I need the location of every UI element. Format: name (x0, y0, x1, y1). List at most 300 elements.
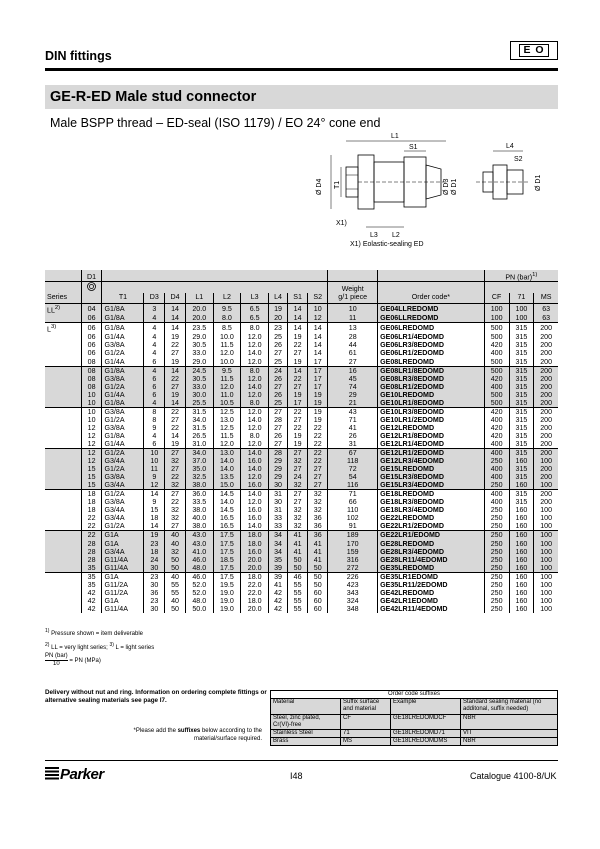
order-code-cell: GE08LR1/8EDOMD (378, 366, 485, 375)
table-cell: 315 (509, 341, 534, 349)
dim-l1: L1 (391, 133, 399, 140)
table-cell: 4 (144, 322, 165, 333)
table-cell: 14 (165, 432, 186, 440)
table-cell: 272 (328, 564, 378, 573)
table-cell: 160 (509, 556, 534, 564)
series-cell (45, 597, 81, 605)
order-code-cell: GE12LR1/8EDOMD (378, 432, 485, 440)
table-cell: 10.0 (213, 333, 241, 341)
table-cell: 27 (288, 383, 308, 391)
table-cell: 250 (484, 540, 509, 548)
table-cell: 250 (484, 548, 509, 556)
table-row (45, 457, 558, 465)
table-cell: G11/4A (102, 564, 144, 573)
table-row (45, 514, 558, 522)
header-l3: L3 (241, 293, 269, 303)
table-cell: 12.0 (241, 341, 269, 349)
series-cell (45, 540, 81, 548)
footnote-pressure-conversion: $\frac{\text{PN (bar)}}{10}$ = PN (MPa) (45, 653, 101, 667)
table-cell: 250 (484, 564, 509, 573)
table-cell: 189 (328, 531, 378, 540)
table-row (45, 506, 558, 514)
table-cell: 315 (509, 399, 534, 408)
order-code-cell: GE06LR1/4EDOMD (378, 333, 485, 341)
table-cell: 6 (144, 391, 165, 399)
table-cell: 38.0 (185, 522, 213, 531)
series-cell (45, 490, 81, 499)
table-cell: 27 (288, 416, 308, 424)
table-cell: 315 (509, 322, 534, 333)
table-cell: 29 (328, 391, 378, 399)
table-cell: 30 (144, 581, 165, 589)
table-cell: 250 (484, 457, 509, 465)
table-cell: 37.0 (185, 457, 213, 465)
table-cell: 36 (308, 514, 328, 522)
table-cell: 48.0 (185, 564, 213, 573)
table-cell: 22 (308, 440, 328, 449)
footnote-2: $^{2)}$ LL = very light series; $^{3)}$ L = light series (45, 641, 155, 651)
footnote-1: $^{1)}$ Pressure shown = item deliverable (45, 628, 143, 637)
table-cell: 50 (165, 556, 186, 564)
table-cell: 12 (81, 449, 102, 458)
table-cell: 41 (308, 548, 328, 556)
table-cell: 06 (81, 333, 102, 341)
table-cell: 23 (144, 597, 165, 605)
table-cell: 35.0 (185, 465, 213, 473)
table-cell: 29 (269, 473, 288, 481)
table-cell: 29.0 (185, 358, 213, 367)
order-code-cell: GE28LR3/4EDOMD (378, 548, 485, 556)
table-cell: 25.5 (185, 399, 213, 408)
table-cell: 22 (288, 424, 308, 432)
table-cell: 16.0 (241, 481, 269, 490)
table-cell: 4 (144, 341, 165, 349)
table-cell: G1/2A (102, 383, 144, 391)
table-cell: 27 (288, 465, 308, 473)
table-cell: G3/4A (102, 548, 144, 556)
table-cell: 14.0 (241, 349, 269, 357)
order-code-cell: GE10LR1/2EDOMD (378, 416, 485, 424)
table-cell: 74 (328, 383, 378, 391)
table-cell: 19 (144, 531, 165, 540)
table-cell: 12.0 (241, 375, 269, 383)
table-cell: G11/2A (102, 581, 144, 589)
header-weight: Weight (328, 282, 378, 294)
table-cell: 50 (308, 564, 328, 573)
table-cell: 12.0 (213, 349, 241, 357)
table-cell: 250 (484, 605, 509, 613)
table-cell: 12.0 (213, 440, 241, 449)
table-cell: 15.0 (213, 481, 241, 490)
dim-l4: L4 (506, 143, 514, 150)
table-cell: 17.5 (213, 564, 241, 573)
table-cell: 12.5 (213, 407, 241, 416)
table-cell: 15 (144, 506, 165, 514)
table-row (45, 531, 558, 540)
table-cell: G3/8A (102, 473, 144, 481)
table-cell: 4 (144, 349, 165, 357)
table-cell: 250 (484, 531, 509, 540)
table-cell: 27 (269, 407, 288, 416)
table-cell: 42 (81, 605, 102, 613)
table-cell: 10 (308, 303, 328, 314)
table-cell: 12 (81, 440, 102, 449)
table-cell: 42 (81, 597, 102, 605)
series-cell (45, 514, 81, 522)
table-cell: G1/8A (102, 322, 144, 333)
series-cell (45, 349, 81, 357)
table-cell: 32.5 (185, 473, 213, 481)
table-cell: 36.0 (185, 490, 213, 499)
table-cell: 19 (308, 399, 328, 408)
table-cell: 31.5 (185, 424, 213, 432)
series-cell (45, 498, 81, 506)
order-code-cell: GE08LR1/2EDOMD (378, 383, 485, 391)
delivery-note: Delivery without nut and ring. Information on ordering complete fittings or alternative sealing materials see page I7. (45, 689, 267, 704)
table-cell: 17 (308, 383, 328, 391)
series-cell (45, 333, 81, 341)
table-cell: G1/2A (102, 416, 144, 424)
table-cell: 250 (484, 556, 509, 564)
table-cell: 22 (165, 375, 186, 383)
table-cell: 160 (509, 506, 534, 514)
table-cell: 14 (308, 322, 328, 333)
table-cell: 19 (288, 440, 308, 449)
table-row (45, 490, 558, 499)
table-cell: 20 (269, 314, 288, 323)
table-cell: 423 (328, 581, 378, 589)
table-cell: 15 (81, 465, 102, 473)
table-cell: 18.0 (241, 572, 269, 581)
table-cell: 19.0 (213, 589, 241, 597)
table-row (45, 465, 558, 473)
table-cell: 160 (509, 531, 534, 540)
table-cell: 34.0 (185, 449, 213, 458)
suffix-cell: Brass (271, 738, 341, 746)
parker-logo: Parker (45, 766, 104, 783)
table-cell: 50 (288, 556, 308, 564)
table-cell: 8 (144, 416, 165, 424)
table-cell: 3 (144, 303, 165, 314)
table-cell: 22 (288, 375, 308, 383)
table-cell: 200 (534, 366, 558, 375)
order-code-cell: GE04LLREDOMD (378, 303, 485, 314)
table-cell: 52.0 (185, 589, 213, 597)
table-cell: 50.0 (185, 605, 213, 613)
header-weight-unit: g/1 piece (328, 293, 378, 303)
table-cell: 100 (509, 314, 534, 323)
dim-d4: Ø D4 (316, 178, 323, 195)
table-cell: 17 (308, 358, 328, 367)
table-cell: 400 (484, 449, 509, 458)
order-code-cell: GE42LR11/4EDOMD (378, 605, 485, 613)
table-cell: 4 (144, 333, 165, 341)
table-row (45, 303, 558, 314)
table-cell: 12.0 (241, 407, 269, 416)
table-cell: 36 (144, 589, 165, 597)
table-cell: 36 (308, 522, 328, 531)
table-cell: 32 (288, 457, 308, 465)
table-cell: 27 (288, 449, 308, 458)
table-cell: G1/2A (102, 449, 144, 458)
table-cell: 500 (484, 333, 509, 341)
table-cell: 41 (328, 424, 378, 432)
table-cell: 226 (328, 572, 378, 581)
table-cell: 17 (288, 399, 308, 408)
table-cell: 19 (288, 391, 308, 399)
series-cell (45, 383, 81, 391)
suffix-header-material: Material (271, 699, 341, 714)
table-cell: 66 (328, 498, 378, 506)
table-cell: 22 (81, 531, 102, 540)
table-cell: 27 (328, 358, 378, 367)
table-cell: 8.0 (241, 322, 269, 333)
header-l2: L2 (213, 293, 241, 303)
dim-l2: L2 (392, 232, 400, 239)
table-cell: 44 (328, 341, 378, 349)
table-cell: 28 (269, 449, 288, 458)
table-cell: 200 (534, 399, 558, 408)
table-cell: 11 (328, 314, 378, 323)
table-cell: 30.5 (185, 375, 213, 383)
table-cell: 14 (308, 333, 328, 341)
table-cell: 9 (144, 473, 165, 481)
table-cell: 17.5 (213, 548, 241, 556)
table-cell: 400 (484, 440, 509, 449)
table-cell: 200 (534, 498, 558, 506)
table-cell: 160 (509, 581, 534, 589)
table-cell: 315 (509, 333, 534, 341)
series-cell (45, 399, 81, 408)
table-cell: 18.0 (241, 531, 269, 540)
table-cell: 14.0 (241, 522, 269, 531)
series-cell (45, 506, 81, 514)
table-row (45, 449, 558, 458)
table-cell: 348 (328, 605, 378, 613)
table-cell: G1/8A (102, 314, 144, 323)
table-cell: 420 (484, 375, 509, 383)
table-cell: 34 (269, 531, 288, 540)
table-cell: 32 (288, 522, 308, 531)
table-cell: 32 (165, 481, 186, 490)
table-cell: G1/2A (102, 349, 144, 357)
table-cell: 27 (269, 349, 288, 357)
table-cell: 14 (144, 490, 165, 499)
header-order-code: Order code* (378, 293, 485, 303)
table-row (45, 481, 558, 490)
series-cell (45, 449, 81, 458)
table-cell: G1/4A (102, 391, 144, 399)
table-cell: 100 (534, 564, 558, 573)
table-cell: 100 (534, 522, 558, 531)
table-row (45, 333, 558, 341)
table-row (45, 522, 558, 531)
table-cell: 20.0 (241, 556, 269, 564)
table-cell: 55 (288, 597, 308, 605)
suffix-cell: GE18LREDOMDCF (391, 714, 461, 729)
header-l1: L1 (185, 293, 213, 303)
table-cell: 60 (308, 605, 328, 613)
table-cell: 27 (288, 349, 308, 357)
suffix-header-suffix: Suffix surface and material (341, 699, 391, 714)
table-cell: 33 (269, 522, 288, 531)
table-cell: 10 (144, 449, 165, 458)
table-cell: 19.0 (213, 605, 241, 613)
table-cell: G3/8A (102, 375, 144, 383)
table-cell: 200 (534, 424, 558, 432)
order-code-cell: GE15LREDOMD (378, 465, 485, 473)
table-cell: 160 (509, 457, 534, 465)
table-cell: 14 (165, 399, 186, 408)
table-cell: 420 (484, 407, 509, 416)
table-cell: 46 (288, 572, 308, 581)
table-cell: 200 (534, 391, 558, 399)
suffix-cell: 71 (341, 730, 391, 738)
table-cell: 42 (269, 605, 288, 613)
table-cell: 28 (81, 548, 102, 556)
table-cell: 54 (328, 473, 378, 481)
dim-x1: X1) (336, 220, 347, 227)
series-cell (45, 548, 81, 556)
table-cell: 61 (328, 349, 378, 357)
section-title: DIN fittings (45, 49, 112, 63)
table-cell: 11.5 (213, 375, 241, 383)
table-cell: 22 (308, 457, 328, 465)
order-code-cell: GE08LREDOMD (378, 358, 485, 367)
order-code-cell: GE12LR1/2EDOMD (378, 449, 485, 458)
table-cell: 22 (81, 522, 102, 531)
series-cell (45, 589, 81, 597)
table-cell: 18.0 (241, 597, 269, 605)
table-cell: 400 (484, 383, 509, 391)
table-cell: 50 (165, 564, 186, 573)
table-cell: 315 (509, 498, 534, 506)
table-cell: 10 (328, 303, 378, 314)
table-cell: 10 (144, 457, 165, 465)
table-cell: 91 (328, 522, 378, 531)
table-cell: 19 (165, 358, 186, 367)
table-cell: 100 (534, 531, 558, 540)
table-cell: 200 (534, 440, 558, 449)
table-cell: 14.0 (241, 449, 269, 458)
table-cell: 170 (328, 540, 378, 548)
table-cell: 43.0 (185, 540, 213, 548)
table-cell: 41 (308, 556, 328, 564)
table-cell: 42 (81, 589, 102, 597)
table-cell: 17.5 (213, 540, 241, 548)
table-cell: 12.0 (241, 424, 269, 432)
table-cell: 8.0 (241, 366, 269, 375)
series-cell: LL$^{2)}$ (45, 303, 81, 314)
order-code-cell: GE06LR1/2EDOMD (378, 349, 485, 357)
table-cell: 8 (144, 407, 165, 416)
table-cell: 315 (509, 432, 534, 440)
table-cell: 12 (144, 481, 165, 490)
table-cell: 14 (165, 366, 186, 375)
table-cell: 27 (165, 490, 186, 499)
table-cell: G1/2A (102, 490, 144, 499)
order-code-cell: GE35LR11/2EDOMD (378, 581, 485, 589)
table-cell: 12.0 (241, 440, 269, 449)
table-cell: 500 (484, 366, 509, 375)
table-cell: 116 (328, 481, 378, 490)
table-cell: 25 (269, 358, 288, 367)
table-cell: 9 (144, 498, 165, 506)
table-cell: 30 (269, 481, 288, 490)
table-row (45, 383, 558, 391)
table-cell: 28 (269, 416, 288, 424)
page-title: GE-R-ED Male stud connector (45, 85, 558, 109)
table-cell: 14.0 (213, 498, 241, 506)
table-cell: 14.5 (213, 506, 241, 514)
table-cell: 40 (165, 540, 186, 548)
table-cell: 32 (288, 514, 308, 522)
table-cell: 11 (144, 465, 165, 473)
table-cell: 71 (328, 490, 378, 499)
table-cell: 22 (165, 473, 186, 481)
table-cell: 160 (509, 597, 534, 605)
table-cell: 100 (534, 514, 558, 522)
table-cell: 04 (81, 303, 102, 314)
dim-s1: S1 (409, 144, 418, 151)
table-cell: 27 (269, 383, 288, 391)
table-cell: 22 (165, 341, 186, 349)
table-cell: 41 (288, 540, 308, 548)
order-code-cell: GE15LR3/8EDOMD (378, 473, 485, 481)
table-cell: 24 (288, 473, 308, 481)
table-cell: 39 (269, 572, 288, 581)
table-cell: 50 (308, 572, 328, 581)
table-cell: 200 (534, 490, 558, 499)
table-cell: 31 (328, 440, 378, 449)
table-cell: 34 (269, 540, 288, 548)
table-cell: 23 (144, 540, 165, 548)
table-cell: 250 (484, 481, 509, 490)
table-cell: 28 (81, 540, 102, 548)
table-cell: 67 (328, 449, 378, 458)
table-cell: 200 (534, 358, 558, 367)
table-cell: 19 (288, 333, 308, 341)
table-cell: 08 (81, 366, 102, 375)
page-number: I48 (290, 771, 303, 781)
series-cell (45, 407, 81, 416)
table-cell: 22 (308, 449, 328, 458)
table-cell: 26 (269, 341, 288, 349)
table-cell: 21 (328, 399, 378, 408)
table-cell: 55 (288, 605, 308, 613)
table-cell: 22 (81, 514, 102, 522)
table-cell: 14.0 (213, 457, 241, 465)
table-cell: 28 (328, 333, 378, 341)
table-cell: 71 (328, 416, 378, 424)
table-cell: 22 (288, 407, 308, 416)
order-code-cell: GE18LR3/4EDOMD (378, 506, 485, 514)
table-cell: 14.0 (241, 465, 269, 473)
order-code-cell: GE18LR3/8EDOMD (378, 498, 485, 506)
table-cell: 18 (81, 498, 102, 506)
table-cell: 17 (308, 375, 328, 383)
table-row (45, 424, 558, 432)
header-d4: D4 (165, 293, 186, 303)
table-cell: 46.0 (185, 556, 213, 564)
table-cell: 27 (165, 416, 186, 424)
series-cell (45, 375, 81, 383)
table-cell: 250 (484, 589, 509, 597)
series-cell (45, 481, 81, 490)
table-cell: 12.0 (241, 498, 269, 506)
table-cell: 17.5 (213, 531, 241, 540)
table-cell: 08 (81, 375, 102, 383)
